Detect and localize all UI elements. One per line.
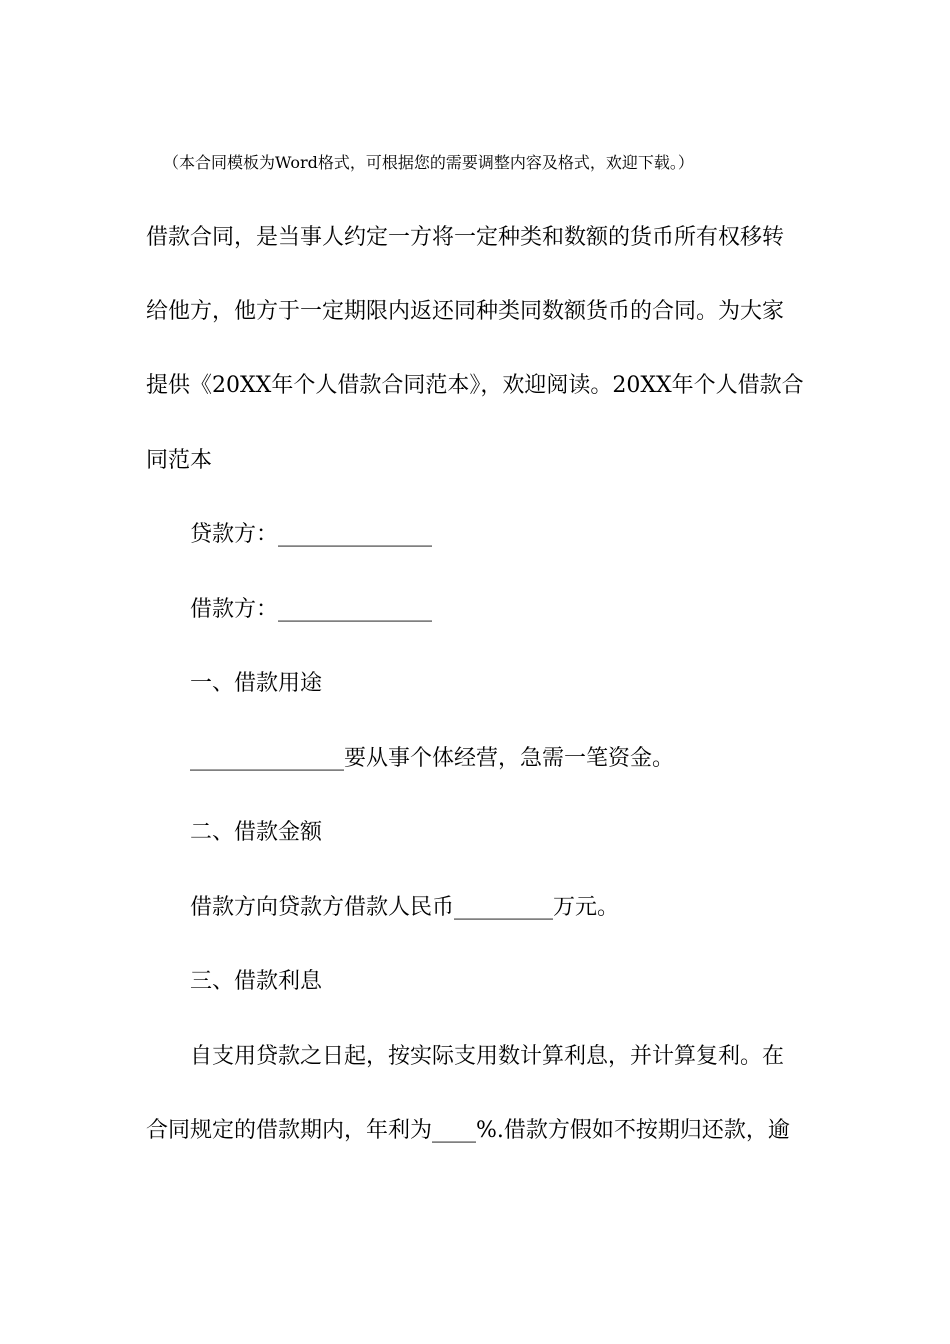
section-2-title: 二、借款金额 [190, 820, 323, 845]
section-3-line-2: 合同规定的借款期内，年利为____%.借款方假如不按期归还款，逾 [146, 1118, 790, 1143]
intro-line-1: 借款合同，是当事人约定一方将一定种类和数额的货币所有权移转 [146, 225, 785, 250]
template-note: （本合同模板为Word格式，可根据您的需要调整内容及格式，欢迎下载。） [163, 153, 694, 172]
borrower-line: 借款方：______________ [190, 597, 433, 622]
section-3-line-1: 自支用贷款之日起，按实际支用数计算利息，并计算复利。在 [190, 1044, 785, 1069]
intro-line-3: 提供《20XX年个人借款合同范本》，欢迎阅读。20XX年个人借款合 [146, 373, 804, 398]
intro-line-4: 同范本 [146, 448, 213, 473]
intro-line-2: 给他方，他方于一定期限内返还同种类同数额货币的合同。为大家 [146, 299, 785, 324]
section-2-body: 借款方向贷款方借款人民币_________万元。 [190, 895, 620, 920]
lender-line: 贷款方：______________ [190, 522, 433, 547]
section-3-title: 三、借款利息 [190, 969, 323, 994]
section-1-body: ______________要从事个体经营，急需一笔资金。 [190, 746, 675, 771]
section-1-title: 一、借款用途 [190, 671, 323, 696]
